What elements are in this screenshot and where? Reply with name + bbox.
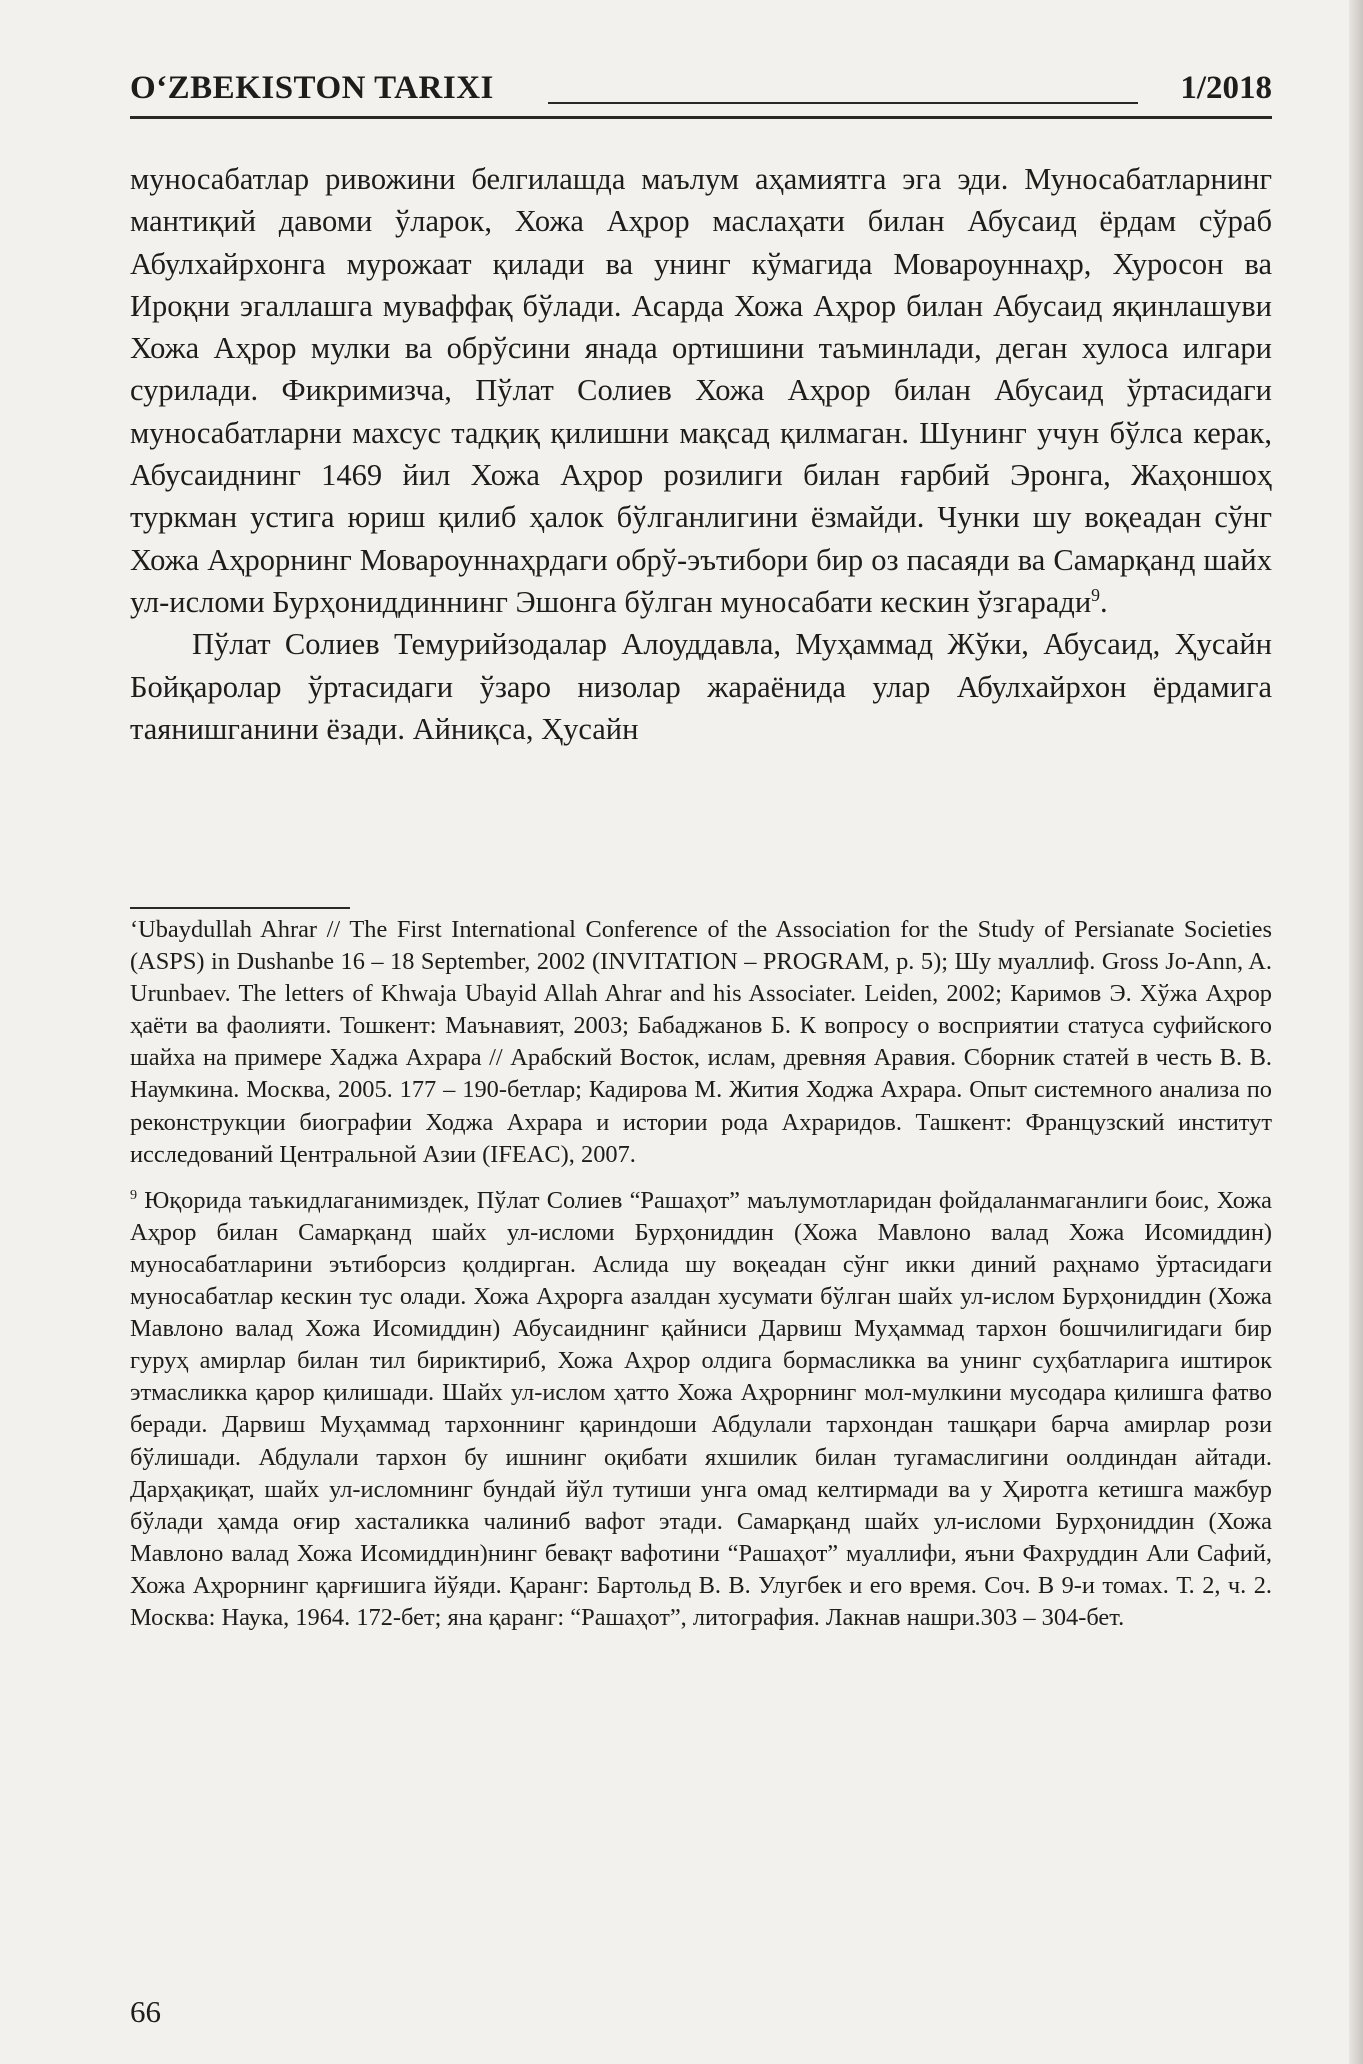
- paragraph-1-text: муносабатлар ривожини белгилашда маълум аҳамиятга эга эди. Муносабатларнинг мантиқий давоми ўларок, Хожа Аҳрор маслаҳати билан Абусаид ёрдам сўраб Абулхайрхонга мурожаат қилади ва унинг кўмагида Мовароуннаҳр, Хуросон ва Ироқни эгаллашга муваффақ бўлади. Асарда Хожа Аҳрор билан Абусаид яқинлашуви Хожа Аҳрор мулки ва обрўсини янада ортишини таъминлади, деган хулоса илгари сурилади. Фикримизча, Пўлат Солиев Хожа Аҳрор билан Абусаид ўртасидаги муносабатларни махсус тадқиқ қилишни мақсад қилмаган. Шунинг учун бўлса керак, Абусаиднинг 1469 йил Хожа Аҳрор розилиги билан ғарбий Эронга, Жаҳоншоҳ туркман устига юриш қилиб ҳалок бўлганлигини ёзмайди. Чунки шу воқеадан сўнг Хожа Аҳрорнинг Мовароуннаҳрдаги обрў-эътибори бир оз пасаяди ва Самарқанд шайх ул-исломи Бурҳониддиннинг Эшонга бўлган муносабати кескин ўзгаради: [130, 162, 1272, 619]
- footnote-separator: [130, 907, 350, 909]
- issue-number: 1/2018: [1180, 70, 1272, 106]
- header-rule: [130, 116, 1272, 119]
- header-fill-line: [548, 102, 1138, 104]
- footnote-9-marker: 9: [130, 1186, 138, 1203]
- footnote-9-text: Юқорида таъкидлаганимиздек, Пўлат Солиев “Рашаҳот” маълумотларидан фойдаланмаганлиги боис, Хожа Аҳрор билан Самарқанд шайх ул-исломи Бурҳониддин (Хожа Мавлоно валад Хожа Исомиддин) муносабатларини эътиборсиз қолдирган. Аслида шу воқеадан сўнг икки диний раҳнамо ўртасидаги муносабатлар кескин тус олади. Хожа Аҳрорга азалдан хусумати бўлган шайх ул-ислом Бурҳониддин (Хожа Мавлоно валад Хожа Исомиддин) Абусаиднинг қайниси Дарвиш Муҳаммад тархон бошчилигидаги бир гуруҳ амирлар билан тил бириктириб, Хожа Аҳрор олдига бормасликка ва унинг суҳбатларига иштирок этмасликка қарор қилишади. Шайх ул-ислом ҳатто Хожа Аҳрорнинг мол-мулкини мусодара қилишга фатво беради. Дарвиш Муҳаммад тархоннинг қариндоши Абдулали тархондан ташқари барча амирлар рози бўлишади. Абдулали тархон бу ишнинг оқибати яхшилик билан тугамаслигини оолдиндан айтади. Дарҳақиқат, шайх ул-исломнинг бундай йўл тутиши унга омад келтирмади ва у Ҳиротга кетишга мажбур бўлади ҳамда оғир хасталикка чалиниб вафот этади. Самарқанд шайх ул-исломи Бурҳониддин (Хожа Мавлоно валад Хожа Исомиддин)нинг бевақт вафотини “Рашаҳот” муаллифи, яъни Фахруддин Али Сафий, Хожа Аҳрорнинг қарғишига йўяди. Қаранг: Бартольд В. В. Улугбек и его время. Соч. В 9-и томах. Т. 2, ч. 2. Москва: Наука, 1964. 172-бет; яна қаранг: “Рашаҳот”, литография. Лакнав нашри.303 – 304-бет.: [130, 1186, 1272, 1631]
- paragraph-1-end: .: [1099, 584, 1108, 619]
- main-text: [130, 158, 1272, 750]
- footnote-8-continuation: ‘Ubaydullah Ahrar // The First International Conference of the Association for the Study of Persianate Societies (ASPS) in Dushanbe 16 – 18 September, 2002 (INVITATION – PROGRAM, p. 5); Шу муаллиф. Gross Jo-Ann, A. Urunbaev. The letters of Khwaja Ubayid Allah Ahrar and his Associater. Leiden, 2002; Каримов Э. Хўжа Аҳрор ҳаёти ва фаолияти. Тошкент: Маънавият, 2003; Бабаджанов Б. К вопросу о восприятии статуса суфийского шайха на примере Хаджа Ахрара // Арабский Восток, ислам, древняя Аравия. Сборник статей в честь В. В. Наумкина. Москва, 2005. 177 – 190-бетлар; Кадирова М. Жития Ходжа Ахрара. Опыт системного анализа по реконструкции биографии Ходжа Ахрара и истории рода Ахраридов. Ташкент: Французский институт исследований Центральной Азии (IFEAC), 2007.: [130, 916, 1272, 1168]
- page-number: 66: [130, 1994, 161, 2029]
- footnote-9: [130, 1185, 1272, 1634]
- body-paragraph-2: Пўлат Солиев Темурийзодалар Алоуддавла, Муҳаммад Жўки, Абусаид, Ҳусайн Бойқаролар ўртасидаги ўзаро низолар жараёнида улар Абулхайрхон ёрдамига таянишганини ёзади. Айниқса, Ҳусайн: [130, 627, 1272, 746]
- running-header: [130, 62, 1272, 116]
- page-edge-shadow: [1349, 0, 1363, 2064]
- footnote-ref-9[interactable]: 9: [1091, 584, 1100, 605]
- footnotes: [130, 914, 1272, 1634]
- journal-title: O‘ZBEKISTON TARIXI: [130, 70, 494, 106]
- body-paragraph-1: [130, 158, 1272, 623]
